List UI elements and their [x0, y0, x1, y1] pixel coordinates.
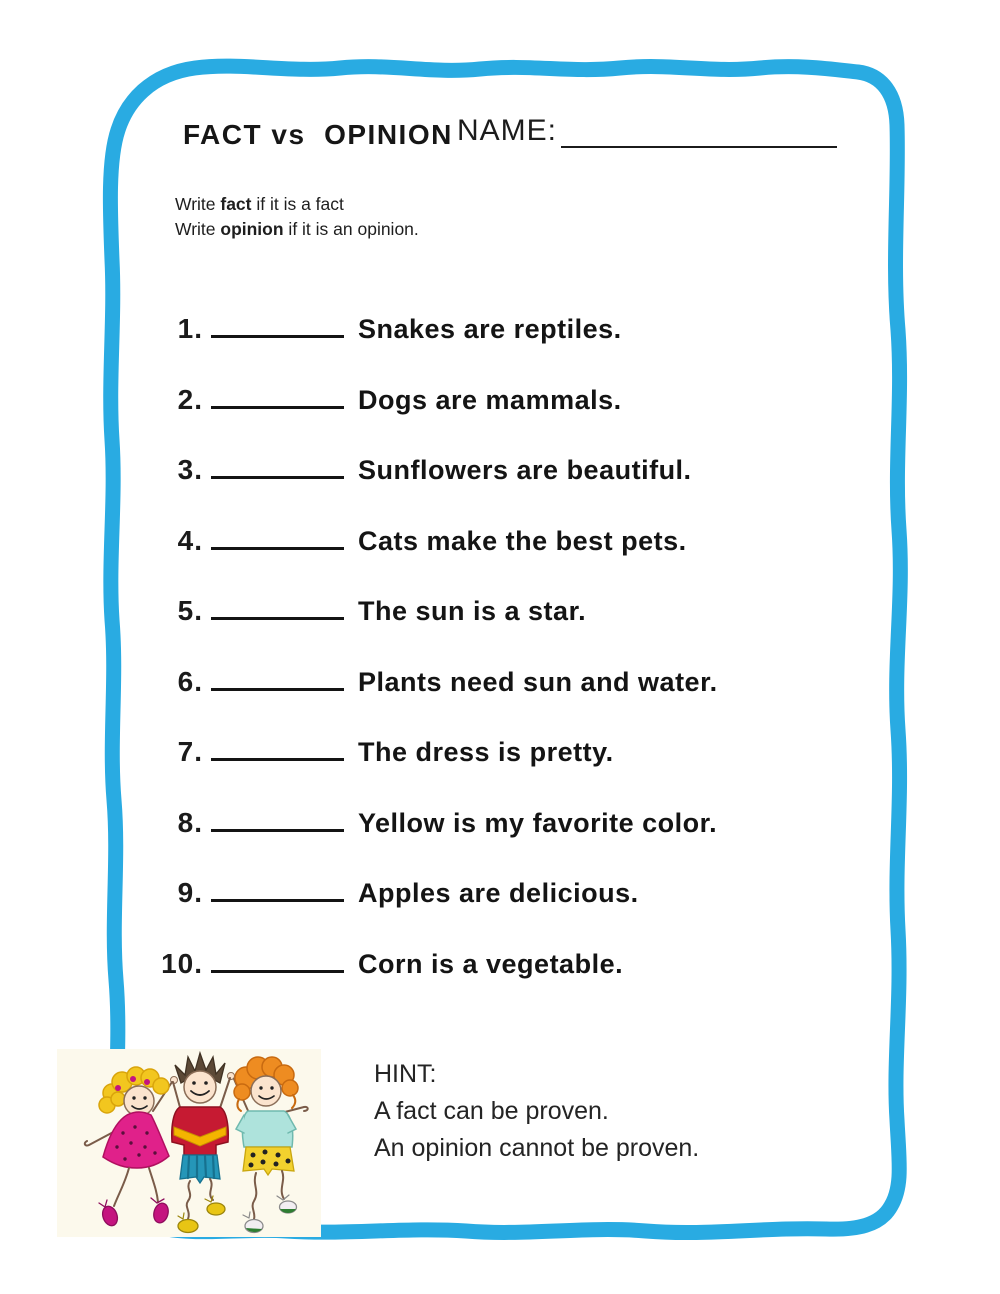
- answer-blank-1[interactable]: [211, 305, 344, 338]
- item-number: 5.: [177, 595, 203, 626]
- item-number: 7.: [177, 736, 203, 767]
- answer-blank-7[interactable]: [211, 728, 344, 761]
- item-sentence: Dogs are mammals.: [358, 385, 622, 415]
- item-sentence: Yellow is my favorite color.: [358, 808, 718, 838]
- item-sentence: Cats make the best pets.: [358, 526, 687, 556]
- children-clipart-drawing: [57, 1049, 321, 1237]
- item-sentence: The sun is a star.: [358, 596, 587, 626]
- answer-blank-8[interactable]: [211, 799, 344, 832]
- hint-label: HINT:: [374, 1060, 437, 1088]
- list-item: [140, 869, 639, 909]
- item-number: 3.: [177, 454, 203, 485]
- list-item: [140, 940, 623, 980]
- hint-block: [374, 1056, 699, 1167]
- list-item: [140, 446, 692, 486]
- name-field-row: [457, 112, 837, 148]
- item-number: 4.: [177, 525, 203, 556]
- children-clipart: [57, 1049, 321, 1237]
- item-sentence: Plants need sun and water.: [358, 667, 718, 697]
- item-number: 6.: [177, 666, 203, 697]
- list-item: [140, 799, 717, 839]
- hint-line-2: An opinion cannot be proven.: [374, 1134, 700, 1162]
- instruction-line-2: Write opinion if it is an opinion.: [175, 219, 419, 239]
- answer-blank-5[interactable]: [211, 587, 344, 620]
- item-number: 9.: [177, 877, 203, 908]
- answer-blank-4[interactable]: [211, 517, 344, 550]
- instructions: [175, 192, 419, 242]
- list-item: [140, 658, 718, 698]
- page-title: FACT vs OPINION: [183, 119, 453, 150]
- boy-middle: [172, 1053, 230, 1233]
- item-sentence: Corn is a vegetable.: [358, 949, 624, 979]
- item-number: 10.: [161, 948, 203, 979]
- answer-blank-6[interactable]: [211, 658, 344, 691]
- girl-right: [234, 1057, 308, 1233]
- name-input-line[interactable]: [561, 112, 837, 148]
- girl-left: [85, 1067, 172, 1228]
- answer-blank-2[interactable]: [211, 376, 344, 409]
- list-item: [140, 587, 586, 627]
- item-number: 1.: [177, 313, 203, 344]
- item-number: 8.: [177, 807, 203, 838]
- list-item: [140, 728, 614, 768]
- answer-blank-10[interactable]: [211, 940, 344, 973]
- answer-blank-9[interactable]: [211, 869, 344, 902]
- list-item: [140, 305, 622, 345]
- answer-blank-3[interactable]: [211, 446, 344, 479]
- item-sentence: Sunflowers are beautiful.: [358, 455, 692, 485]
- list-item: [140, 517, 687, 557]
- item-number: 2.: [177, 384, 203, 415]
- item-sentence: The dress is pretty.: [358, 737, 614, 767]
- instruction-line-1: Write fact if it is a fact: [175, 194, 344, 214]
- hint-line-1: A fact can be proven.: [374, 1097, 609, 1125]
- item-sentence: Apples are delicious.: [358, 878, 639, 908]
- name-label: NAME:: [457, 114, 558, 147]
- item-sentence: Snakes are reptiles.: [358, 314, 622, 344]
- list-item: [140, 376, 622, 416]
